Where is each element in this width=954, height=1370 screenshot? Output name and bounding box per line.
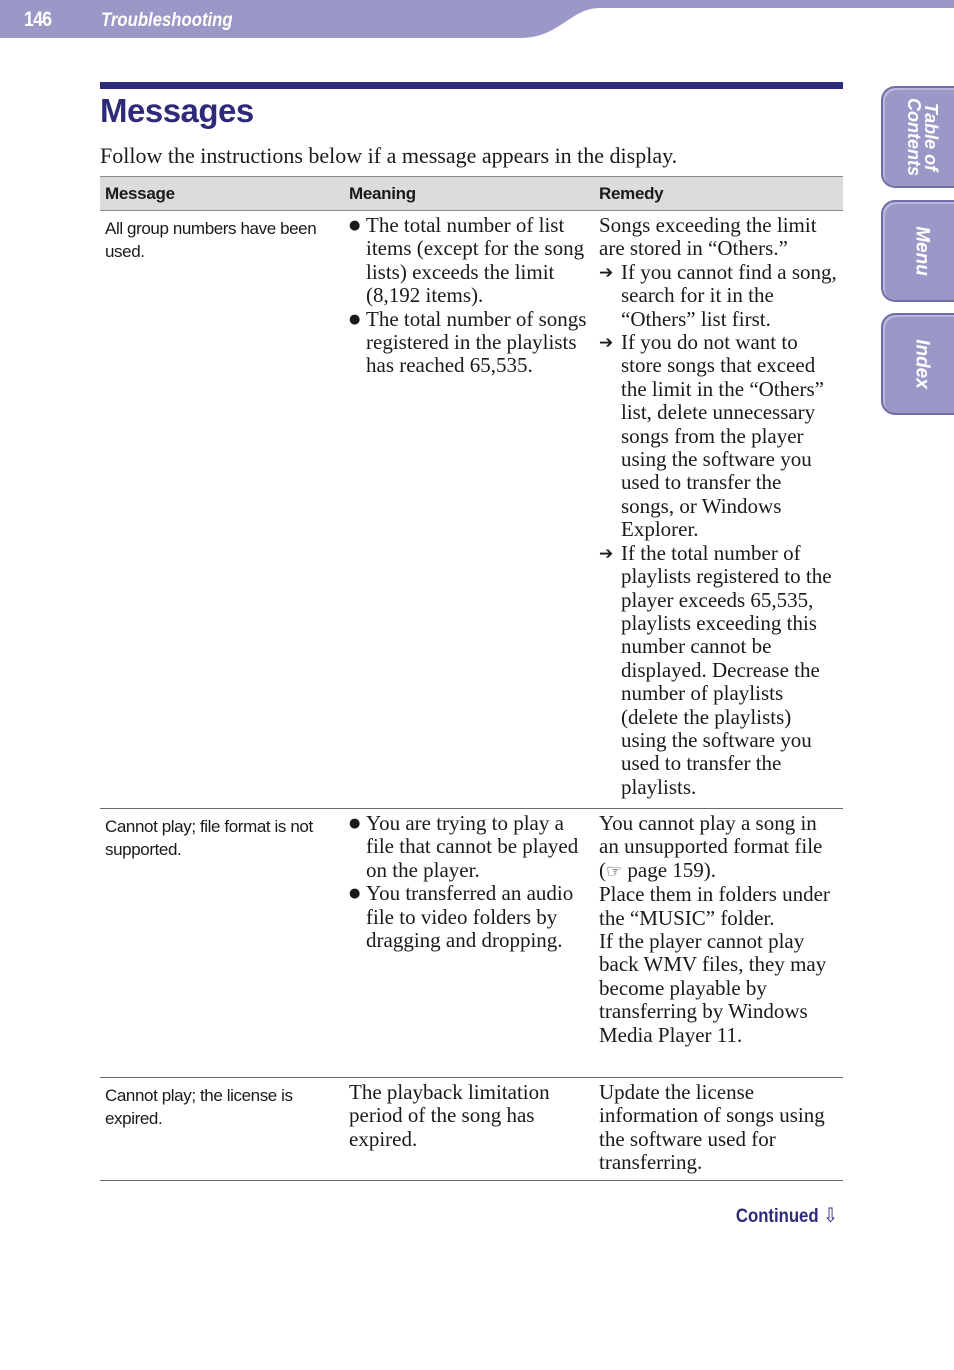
message-cell: Cannot play; file format is not supported.	[100, 809, 344, 1078]
remedy-cell	[594, 809, 843, 1078]
table-header-row	[100, 177, 843, 211]
meaning-bullet: ● You transferred an audio file to video folders by dragging and dropping.	[349, 882, 589, 952]
remedy-item	[599, 261, 838, 331]
header-band	[0, 0, 954, 40]
meaning-bullet: ● You are trying to play a file that cannot be played on the player.	[349, 812, 589, 882]
remedy-item-text: If you cannot find a song, search for it in the “Others” list first.	[621, 259, 837, 331]
column-header-remedy: Remedy	[594, 177, 843, 211]
down-arrow-icon: ⇩	[823, 1203, 838, 1227]
message-cell: Cannot play; the license is expired.	[100, 1078, 344, 1181]
meaning-cell: The playback limitation period of the song has expired.	[344, 1078, 594, 1181]
table-row	[100, 1078, 843, 1181]
meaning-bullet: ● The total number of list items (except for the song lists) exceeds the limit (8,192 items).	[349, 214, 589, 308]
page-title: Messages	[100, 92, 254, 129]
column-header-message: Message	[100, 177, 344, 211]
page-reference-link[interactable]: page 159).	[627, 857, 717, 882]
meaning-list	[349, 214, 589, 378]
tab-toc-label	[905, 98, 939, 176]
remedy-cell	[594, 211, 843, 809]
arrow-right-icon: ➔	[599, 333, 614, 354]
messages-table	[100, 176, 843, 1181]
arrow-right-icon: ➔	[599, 262, 614, 283]
remedy-item	[599, 542, 838, 799]
meaning-list	[349, 812, 589, 952]
title-rule	[100, 82, 843, 89]
message-cell: All group numbers have been used.	[100, 211, 344, 809]
intro-text: Follow the instructions below if a message appears in the display.	[100, 143, 678, 168]
tab-index[interactable]	[881, 313, 954, 415]
tab-menu-label: Menu	[911, 226, 933, 276]
pointing-hand-icon: ☞	[606, 860, 623, 882]
page-number: 146	[24, 8, 52, 31]
remedy-item	[599, 331, 838, 542]
continued-label: Continued	[735, 1206, 819, 1227]
remedy-text-part: You cannot play a song in an unsupported format file (	[599, 811, 823, 882]
meaning-cell	[344, 211, 594, 809]
tab-toc-line2: Contents	[904, 98, 924, 176]
remedy-text: If the player cannot play back WMV files, they may become playable by transferring by Windows Media Player 11.	[599, 929, 827, 1047]
column-header-meaning: Meaning	[344, 177, 594, 211]
table-row	[100, 211, 843, 809]
meaning-bullet: ● The total number of songs registered in the playlists has reached 65,535.	[349, 308, 589, 378]
remedy-list	[599, 261, 838, 799]
section-title: Troubleshooting	[101, 10, 233, 31]
tab-index-label: Index	[911, 339, 933, 389]
remedy-item-text: If you do not want to store songs that exceed the limit in the “Others” list, delete unnecessary songs from the player using the software you used to transfer the songs, or Windows Explorer.	[621, 330, 824, 542]
tab-table-of-contents[interactable]	[881, 86, 954, 188]
remedy-text: Place them in folders under the “MUSIC” folder.	[599, 882, 830, 930]
table-row	[100, 809, 843, 1078]
remedy-item-text: If the total number of playlists registered to the player exceeds 65,535, playlists exceeding this number cannot be displayed. Decrease the number of playlists (delete the playlists) using the software you used to transfer the playlists.	[621, 540, 832, 799]
tab-toc-line1: Table of	[921, 102, 941, 172]
tab-menu[interactable]	[881, 200, 954, 302]
remedy-text: Songs exceeding the limit are stored in “Others.”	[599, 213, 817, 261]
remedy-text	[599, 812, 838, 883]
continued-link[interactable]	[736, 1203, 838, 1228]
meaning-cell	[344, 809, 594, 1078]
arrow-right-icon: ➔	[599, 543, 614, 564]
remedy-cell: Update the license information of songs using the software used for transferring.	[594, 1078, 843, 1181]
